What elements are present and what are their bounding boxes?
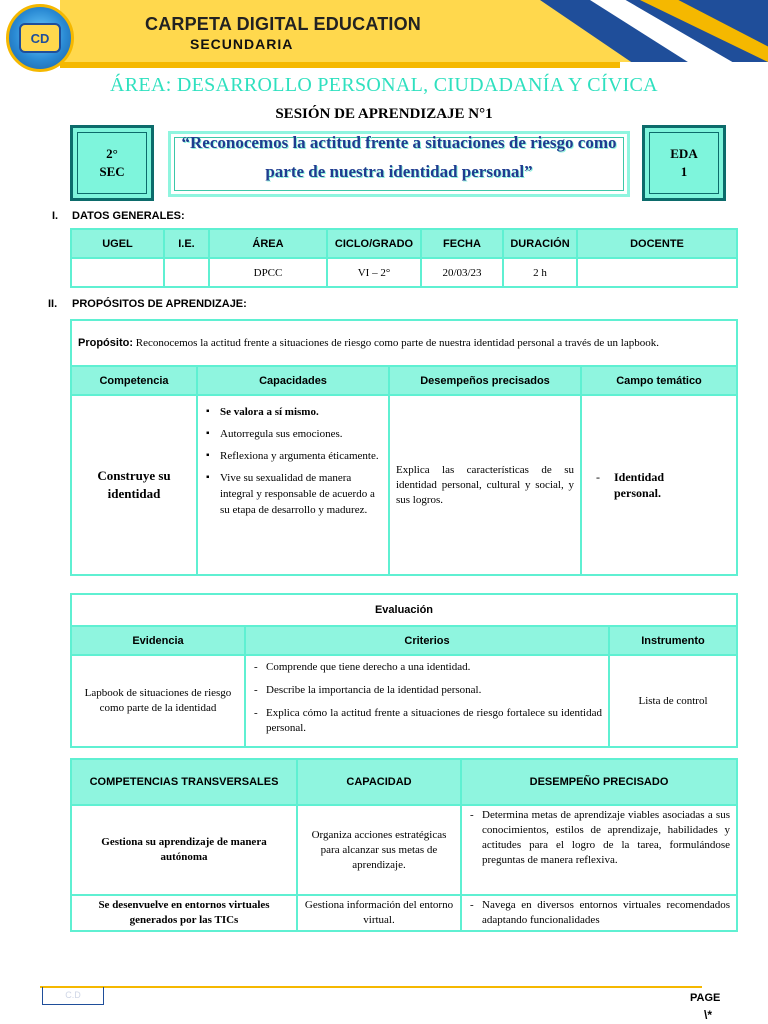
cell-docente: [577, 258, 737, 287]
eda-badge: [642, 125, 726, 201]
section-number: I.: [52, 210, 59, 222]
footer-line: [40, 986, 702, 988]
table-header-row: [71, 626, 737, 655]
header-capacidad: CAPACIDAD: [297, 759, 461, 805]
header-campo: Campo temático: [581, 366, 737, 395]
footer-field-code: \*: [704, 1008, 713, 1022]
cell-ciclo: VI – 2°: [327, 258, 421, 287]
header-banner: [0, 0, 768, 70]
eda-badge-line1: EDA: [670, 146, 698, 161]
banner-subtitle: SECUNDARIA: [190, 36, 294, 52]
footer-box: C.D: [42, 987, 104, 1005]
logo: [6, 4, 74, 72]
header-fecha: FECHA: [421, 229, 503, 258]
grade-badge-line1: 2°: [106, 146, 118, 161]
purpose-cell: [71, 320, 737, 366]
list-item: - Explica cómo la actitud frente a situaciones de riesgo fortalece su identidad personal.: [252, 706, 602, 736]
logo-text: CD: [19, 23, 61, 53]
evaluation-title: Evaluación: [71, 594, 737, 626]
eda-badge-line2: 1: [680, 164, 688, 179]
grade-badge-line2: SEC: [99, 164, 125, 179]
general-data-table: [70, 228, 738, 288]
instrumento-cell: Lista de control: [609, 655, 737, 747]
transversal-capacidad-cell: Organiza acciones estratégicas para alcanzar sus metas de aprendizaje.: [297, 805, 461, 895]
list-item: ▪ Reflexiona y argumenta éticamente.: [204, 448, 382, 464]
header-capacidades: Capacidades: [197, 366, 389, 395]
purposes-table: [70, 319, 738, 576]
header-duracion: DURACIÓN: [503, 229, 577, 258]
table-row: [71, 895, 737, 931]
section-general-heading: [52, 210, 185, 222]
header-desempeno-precisado: DESEMPEÑO PRECISADO: [461, 759, 737, 805]
list-item: - Comprende que tiene derecho a una identidad.: [252, 660, 602, 675]
cell-fecha: 20/03/23: [421, 258, 503, 287]
header-criterios: Criterios: [245, 626, 609, 655]
transversal-competencia-cell: Se desenvuelve en entornos virtuales generados por las TICs: [71, 895, 297, 931]
banner-underline: [60, 62, 620, 68]
table-row: [71, 395, 737, 575]
header-instrumento: Instrumento: [609, 626, 737, 655]
session-name: “Reconocemos la actitud frente a situaciones de riesgo como parte de nuestra identidad personal”: [181, 133, 617, 181]
banner-title: CARPETA DIGITAL EDUCATION: [145, 14, 421, 34]
footer-page-label: PAGE: [690, 992, 721, 1004]
criterios-list: [252, 660, 602, 736]
header-desempenos: Desempeños precisados: [389, 366, 581, 395]
header-ciclo: CICLO/GRADO: [327, 229, 421, 258]
list-item: - Describe la importancia de la identidad personal.: [252, 683, 602, 698]
table-row: [71, 258, 737, 287]
desempeno-cell: Explica las características de su identidad personal, cultural y social, y sus logros.: [389, 395, 581, 575]
transversal-competencia-cell: Gestiona su aprendizaje de manera autónoma: [71, 805, 297, 895]
campo-dash: -: [596, 470, 600, 484]
header-ie: I.E.: [164, 229, 209, 258]
purpose-text: Reconocemos la actitud frente a situaciones de riesgo como parte de nuestra identidad personal a través de un lapbook.: [133, 337, 659, 349]
grade-badge: [70, 125, 154, 201]
header-docente: DOCENTE: [577, 229, 737, 258]
section-label: DATOS GENERALES:: [72, 210, 185, 222]
header-competencia: Competencia: [71, 366, 197, 395]
campo-text: Identidad personal.: [614, 470, 665, 500]
transversal-capacidad-cell: Gestiona información del entorno virtual.: [297, 895, 461, 931]
transversal-desempeno-cell: [461, 805, 737, 895]
session-title: SESIÓN DE APRENDIZAJE N°1: [275, 106, 493, 122]
criterios-cell: [245, 655, 609, 747]
section-purposes-heading: [48, 298, 247, 310]
area-title: ÁREA: DESARROLLO PERSONAL, CIUDADANÍA Y CÍVICA: [110, 74, 658, 96]
purpose-row: [71, 320, 737, 366]
capacidades-cell: [197, 395, 389, 575]
table-header-row: [71, 229, 737, 258]
header-competencias-transversales: COMPETENCIAS TRANSVERSALES: [71, 759, 297, 805]
cell-duracion: 2 h: [503, 258, 577, 287]
header-ugel: UGEL: [71, 229, 164, 258]
evaluation-title-row: [71, 594, 737, 626]
list-item: ▪ Autorregula sus emociones.: [204, 426, 382, 442]
evidencia-cell: Lapbook de situaciones de riesgo como parte de la identidad: [71, 655, 245, 747]
competencia-cell: Construye su identidad: [71, 395, 197, 575]
cell-ie: [164, 258, 209, 287]
cell-ugel: [71, 258, 164, 287]
header-area: ÁREA: [209, 229, 327, 258]
cell-area: DPCC: [209, 258, 327, 287]
table-header-row: [71, 366, 737, 395]
transversal-desempeno-cell: [461, 895, 737, 931]
section-label: PROPÓSITOS DE APRENDIZAJE:: [72, 298, 247, 310]
evaluation-table: [70, 593, 738, 748]
table-row: [71, 655, 737, 747]
purpose-label: Propósito:: [78, 337, 133, 349]
list-item: - Navega en diversos entornos virtuales recomendados adaptando funcionalidades: [468, 898, 730, 928]
table-header-row: [71, 759, 737, 805]
list-item: ▪ Se valora a sí mismo.: [204, 404, 382, 420]
section-number: II.: [48, 298, 58, 310]
list-item: - Determina metas de aprendizaje viables asociadas a sus conocimientos, estilos de aprendizaje, habilidades y actitudes para el logro de la tarea, formulándose preguntas de manera reflexiva.: [468, 808, 730, 868]
list-item: ▪ Vive su sexualidad de manera integral y responsable de acuerdo a su etapa de desarrollo y madurez.: [204, 470, 382, 518]
table-row: [71, 805, 737, 895]
transversal-table: [70, 758, 738, 932]
header-evidencia: Evidencia: [71, 626, 245, 655]
capacidades-list: [204, 404, 382, 518]
campo-cell: [581, 395, 737, 575]
